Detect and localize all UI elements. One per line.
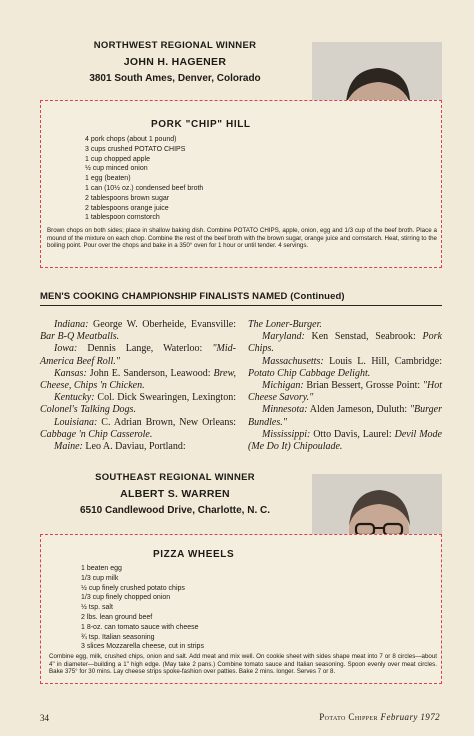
ingredient: 2 lbs. lean ground beef (81, 613, 153, 621)
finalist-entry: Indiana: George W. Oberheide, Evansville: Bar B-Q Meatballs. (40, 319, 236, 343)
ingredient-list (85, 135, 203, 223)
ingredient: 3 cups crushed POTATO CHIPS (85, 145, 186, 153)
finalist-entry: Maine: Leo A. Daviau, Portland: (54, 441, 186, 453)
region-label: NORTHWEST REGIONAL WINNER (93, 40, 257, 51)
recipe-directions: Brown chops on both sides; place in shallow baking dish. Combine POTATO CHIPS, apple, onion, egg and 1/3 cup of the beef broth. Place a mound of the mixture on each chop. Combine the rest of the beef broth with the brown sugar, orange juice and cornstarch. Heat, stirring to the boiling point. Pour over the chops and bake in a 350° oven for 1 hour or until tender. 4 servings. (47, 227, 437, 250)
publication-line (319, 712, 440, 722)
ingredient: ¾ tsp. Italian seasoning (81, 633, 155, 641)
ingredient: ½ cup finely crushed potato chips (81, 584, 185, 592)
ingredient: ½ cup minced onion (85, 165, 148, 173)
ingredient: 1 cup chopped apple (85, 155, 150, 163)
finalist-entry-continued: The Loner-Burger. (248, 319, 322, 330)
finalist-entry: Kansas: John E. Sanderson, Leawood: Brew, Cheese, Chips 'n Chicken. (40, 367, 236, 392)
finalist-entry: Minnesota: Alden Jameson, Duluth: "Burger Bundles." (248, 404, 442, 428)
recipe-title: PIZZA WHEELS (153, 549, 235, 560)
winner-name: JOHN H. HAGENER (123, 56, 227, 68)
finalist-entry: Mississippi: Otto Davis, Laurel: Devil Mode (Me Do It) Chipoulade. (248, 428, 442, 453)
ingredient: 1 tablespoon cornstorch (85, 214, 160, 222)
ingredient: 2 tablespoons orange juice (85, 204, 169, 212)
finalist-entry: Louisiana: C. Adrian Brown, New Orleans: Cabbage 'n Chip Casserole. (40, 416, 236, 440)
ingredient: 4 pork chops (about 1 pound) (85, 136, 177, 143)
winner-address: 3801 South Ames, Denver, Colorado (89, 73, 261, 84)
ingredient: 1 can (10½ oz.) condensed beef broth (85, 184, 204, 192)
recipe-title: PORK "CHIP" HILL (151, 119, 251, 130)
issue-date: February 1972 (380, 712, 440, 722)
northwest-winner-header (40, 40, 310, 84)
page-number: 34 (40, 713, 49, 723)
ingredient: 1/3 cup milk (81, 574, 119, 582)
pork-chip-hill-recipe (40, 100, 442, 268)
region-label: SOUTHEAST REGIONAL WINNER (95, 472, 255, 483)
finalist-entry: Michigan: Brian Bessert, Grosse Point: "Hot Cheese Savory." (248, 380, 442, 404)
ingredient: 2 tablespoons brown sugar (85, 194, 170, 202)
pizza-wheels-recipe (40, 534, 442, 684)
finalist-entry: Maryland: Ken Senstad, Seabrook: Pork Chips. (248, 331, 442, 355)
ingredient: ½ tsp. salt (81, 604, 113, 612)
ingredient: 1 beaten egg (81, 565, 122, 572)
ingredient-list (81, 564, 204, 652)
winner-address: 6510 Candlewood Drive, Charlotte, N. C. (79, 505, 271, 516)
finalists-left-column (40, 319, 236, 453)
finalist-entry: Iowa: Dennis Lange, Waterloo: "Mid-America Beef Roll." (40, 343, 236, 367)
ingredient: 1 egg (beaten) (85, 175, 131, 183)
winner-name: ALBERT S. WARREN (120, 488, 230, 500)
magazine-name: Potato Chipper (319, 712, 378, 722)
ingredient: 3 slices Mozzarella cheese, cut in strips (81, 643, 204, 651)
southeast-winner-header (40, 472, 310, 516)
finalist-entry: Kentucky: Col. Dick Swearingen, Lexington: Colonel's Talking Dogs. (40, 392, 236, 416)
ingredient: 1 8-oz. can tomato sauce with cheese (81, 623, 199, 631)
finalists-right-column (248, 319, 442, 453)
finalist-entry: Massachusetts: Louis L. Hill, Cambridge: Potato Chip Cabbage Delight. (248, 355, 442, 379)
ingredient: 1/3 cup finely chopped onion (81, 594, 171, 602)
finalists-heading: MEN'S COOKING CHAMPIONSHIP FINALISTS NAMED (Continued) (40, 291, 442, 306)
recipe-directions: Combine egg, milk, crushed chips, onion and salt. Add meat and mix well. On cookie sheet with sides shape meat into 7 or 8 circles—about 4" in diameter—building a 1" high edge. (May take 2 pans.) Combine tomato sauce and Italian seasoning. Spoon evenly over meat circles. Bake 375° for 30 mins. Lay cheese strips spoke-fashion over patties. Bake 2 mins. longer. Serves 7 or 8. (49, 653, 437, 676)
